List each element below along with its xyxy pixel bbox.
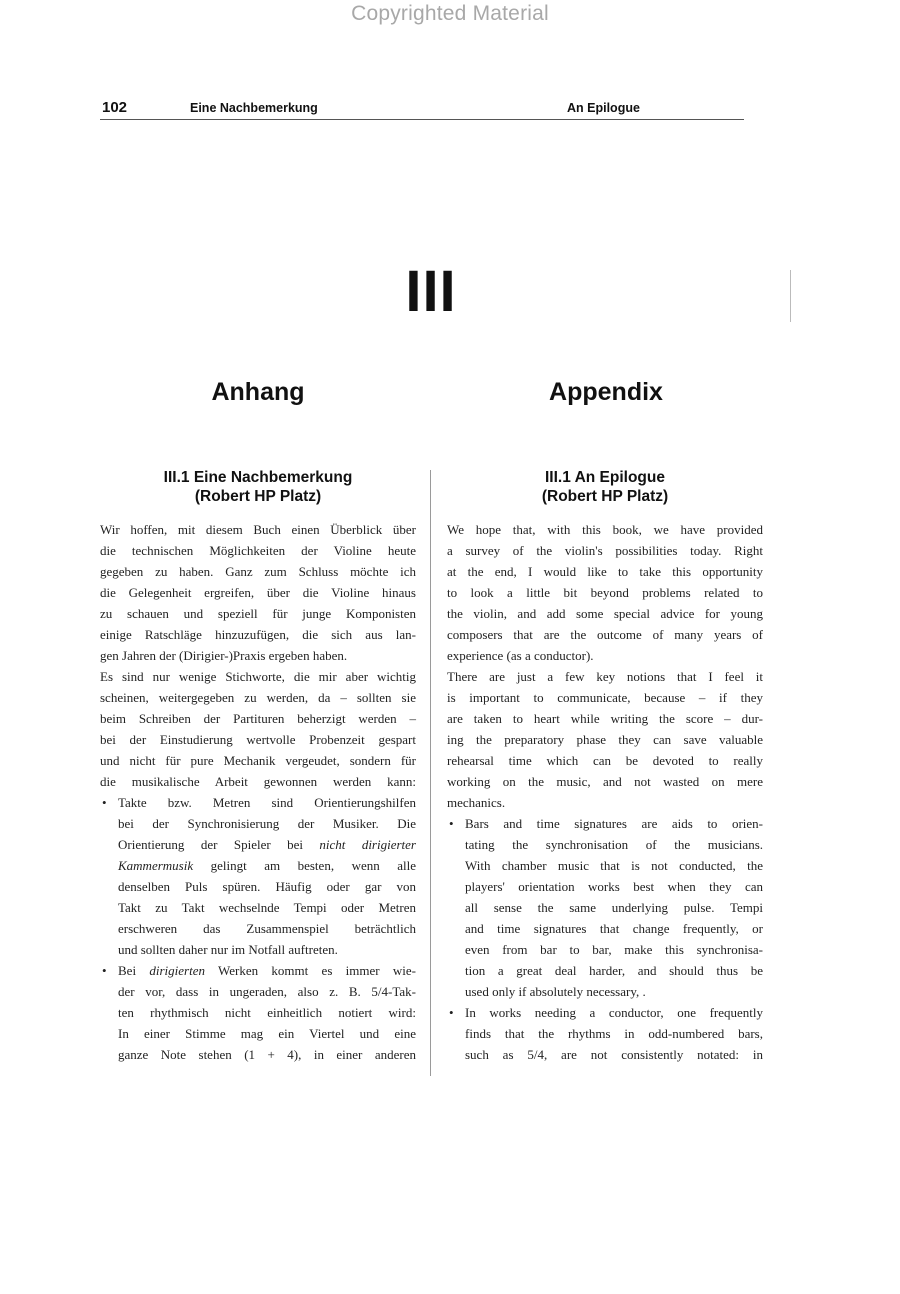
german-heading-author: (Robert HP Platz) <box>194 488 322 505</box>
page-edge-mark <box>790 270 791 322</box>
text-line: und nicht für pure Mechanik vergeudet, sondern für <box>100 753 416 768</box>
running-head <box>100 99 744 120</box>
text-line: die Gelegenheit ergreifen, über die Violine hinaus <box>100 585 416 600</box>
text-line: composers that are the outcome of many years of <box>447 627 763 642</box>
bullet-line: In einer Stimme mag ein Viertel und eine <box>118 1026 416 1041</box>
text-line: zu schauen und speziell für junge Komponisten <box>100 606 416 621</box>
german-column <box>100 468 416 1065</box>
bullet-line: ten rhythmisch nicht einheitlich notiert wird: <box>118 1005 416 1020</box>
text-line: bei der Einstudierung wertvolle Probenzeit gespart <box>100 732 416 747</box>
bullet-line: even from bar to bar, make this synchronisa- <box>465 942 763 957</box>
running-head-right-title: An Epilogue <box>567 101 640 115</box>
bullet-line: finds that the rhythms in odd-numbered bars, <box>465 1026 763 1041</box>
part-number: III <box>405 259 457 324</box>
running-head-left-title: Eine Nachbemerkung <box>190 101 318 115</box>
bullet-line: und sollten daher nur im Notfall auftreten. <box>118 942 338 957</box>
text-line: There are just a few key notions that I feel it <box>447 669 763 684</box>
column-divider <box>430 470 431 1076</box>
text-line: are taken to heart while writing the score – dur- <box>447 711 763 726</box>
part-title-english: Appendix <box>549 378 663 406</box>
bullet-marker: • <box>449 1005 454 1020</box>
emphasis: nicht dirigierter <box>319 837 416 852</box>
english-section-heading <box>447 468 763 506</box>
emphasis: dirigierten <box>149 963 205 978</box>
bullet-line: Orientierung der Spieler bei nicht dirigierter <box>118 837 416 852</box>
bullet-line: tion a great deal harder, and should thus be <box>465 963 763 978</box>
bullet-line: Takt zu Takt wechselnde Tempi oder Metren <box>118 900 416 915</box>
bullet-line: denselben Puls spüren. Häufig oder gar von <box>118 879 416 894</box>
bullet-marker: • <box>102 795 107 810</box>
text-line: gen Jahren der (Dirigier-)Praxis ergeben haben. <box>100 648 348 663</box>
text-line: die musikalische Arbeit gewonnen werden kann: <box>100 774 416 789</box>
bullet-line: all sense the same underlying pulse. Tempi <box>465 900 763 915</box>
bullet-line: • In works needing a conductor, one frequently <box>447 1002 763 1023</box>
text-line: the violin, and add some special advice for young <box>447 606 763 621</box>
text-line: working on the music, and not wasted on mere <box>447 774 763 789</box>
page-number: 102 <box>102 99 128 116</box>
bullet-line: erschweren das Zusammenspiel beträchtlich <box>118 921 416 936</box>
text-line: a survey of the violin's possibilities today. Right <box>447 543 763 558</box>
english-heading-title: III.1 An Epilogue <box>545 469 665 486</box>
part-title-german: Anhang <box>211 378 305 406</box>
text-line: einige Ratschläge hinzuzufügen, die sich aus lan- <box>100 627 416 642</box>
bullet-line: used only if absolutely necessary, . <box>465 984 646 999</box>
copyright-watermark: Copyrighted Material <box>351 2 549 25</box>
text-line: We hope that, with this book, we have provided <box>447 522 763 537</box>
bullet-line: With chamber music that is not conducted, the <box>465 858 763 873</box>
bullet-line: tating the synchronisation of the musicians. <box>465 837 763 852</box>
text-line: at the end, I would like to take this opportunity <box>447 564 763 579</box>
text-line: ing the preparatory phase they can save valuable <box>447 732 763 747</box>
bullet-line: • Bars and time signatures are aids to orien- <box>447 813 763 834</box>
bullet-line: • Bei dirigierten Werken kommt es immer wie- <box>100 960 416 981</box>
text-line: Es sind nur wenige Stichworte, die mir aber wichtig <box>100 669 416 684</box>
emphasis: Kammermusik <box>118 858 194 873</box>
text-line: scheinen, weitergegeben zu werden, da – sollten sie <box>100 690 416 705</box>
bullet-line: ganze Note stehen (1 + 4), in einer anderen <box>118 1047 416 1062</box>
text-line: Wir hoffen, mit diesem Buch einen Überblick über <box>100 522 416 537</box>
bullet-marker: • <box>102 963 107 978</box>
text-line: beim Schreiben der Partituren beherzigt werden – <box>100 711 416 726</box>
text-line: to look a little bit beyond problems related to <box>447 585 763 600</box>
english-column <box>447 468 763 1065</box>
text-line: gegeben zu haben. Ganz zum Schluss möchte ich <box>100 564 416 579</box>
bullet-line: players' orientation works best when they can <box>465 879 763 894</box>
text-line: rehearsal time which can be devoted to really <box>447 753 763 768</box>
bullet-line: bei der Synchronisierung der Musiker. Die <box>118 816 416 831</box>
bullet-line: der vor, dass in ungeraden, also z. B. 5/4-Tak- <box>118 984 416 999</box>
english-heading-author: (Robert HP Platz) <box>541 488 669 505</box>
text-line: die technischen Möglichkeiten der Violine heute <box>100 543 416 558</box>
text-line: mechanics. <box>447 795 506 810</box>
bullet-line: such as 5/4, are not consistently notated: in <box>465 1047 763 1062</box>
bullet-line: and time signatures that change frequently, or <box>465 921 763 936</box>
text-line: experience (as a conductor). <box>447 648 594 663</box>
bullet-line: Kammermusik gelingt am besten, wenn alle <box>118 858 416 873</box>
german-heading-title: III.1 Eine Nachbemerkung <box>163 469 353 486</box>
german-section-heading <box>100 468 416 506</box>
bullet-line: • Takte bzw. Metren sind Orientierungshilfen <box>100 792 416 813</box>
text-line: is important to communicate, because – if they <box>447 690 763 705</box>
bullet-marker: • <box>449 816 454 831</box>
